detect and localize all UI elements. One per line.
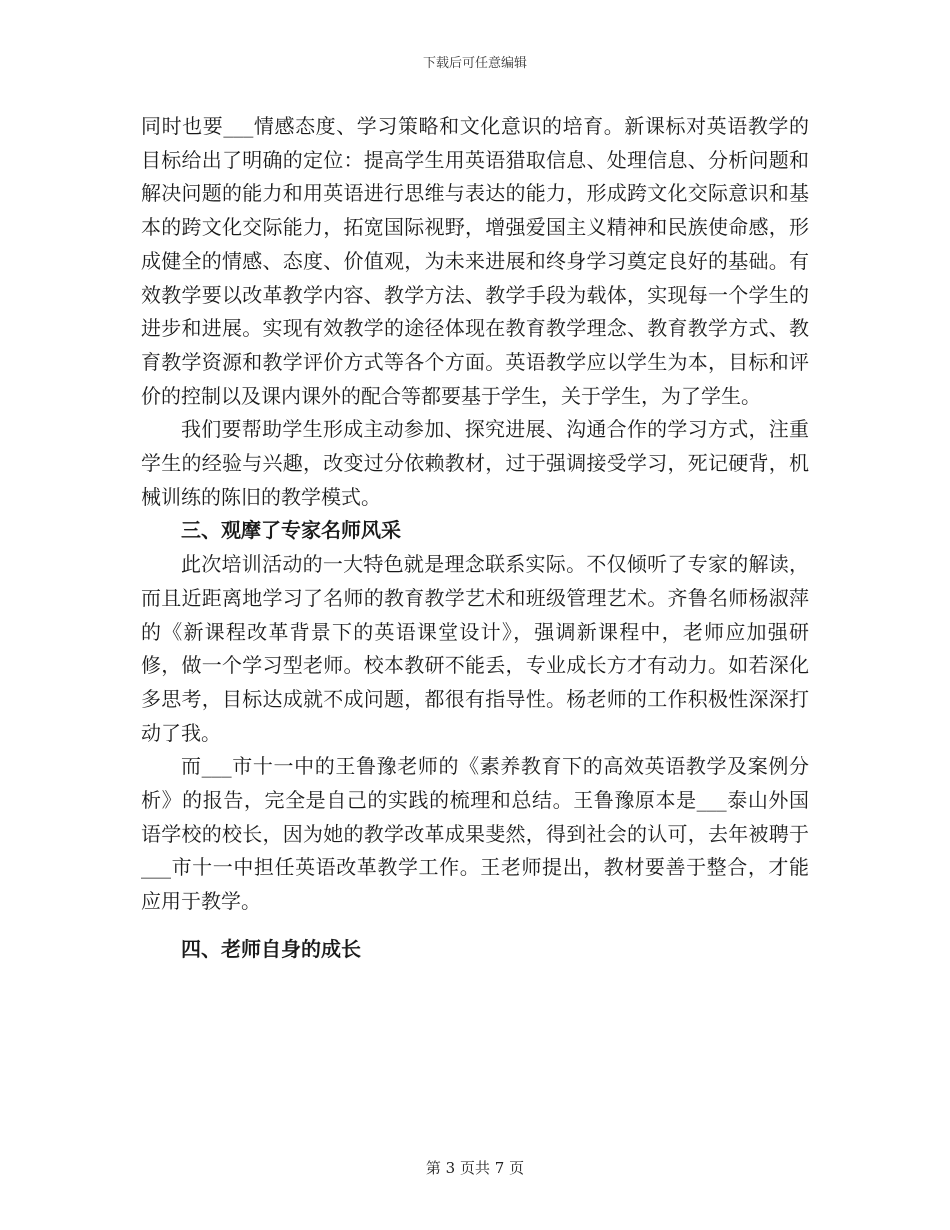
paragraph-expert-training: 此次培训活动的一大特色就是理念联系实际。不仅倾听了专家的解读，而且近距离地学习了名师的教育教学艺术和班级管理艺术。齐鲁名师杨淑萍的《新课程改革背景下的英语课堂设计》，强调新课程中，老师应加强研修，做一个学习型老师。校本教研不能丢，专业成长方才有动力。如若深化多思考，目标达成就不成问题，都很有指导性。杨老师的工作积极性深深打动了我。	[141, 552, 809, 745]
document-body	[141, 110, 809, 967]
section-heading-3: 三、观摩了专家名师风采	[181, 518, 401, 543]
page-header: 下载后可任意编辑	[422, 56, 527, 71]
paragraph-wang-luyu: 而___市十一中的王鲁豫老师的《素养教育下的高效英语教学及案例分析》的报告，完全是自己的实践的梳理和总结。王鲁豫原本是___泰山外国语学校的校长，因为她的教学改革成果斐然，得到社会的认可，去年被聘于___市十一中担任英语改革教学工作。王老师提出，教材要善于整合，才能应用于教学。	[141, 754, 809, 914]
paragraph-learning-methods: 我们要帮助学生形成主动参加、探究进展、沟通合作的学习方式，注重学生的经验与兴趣，改变过分依赖教材，过于强调接受学习，死记硬背，机械训练的陈旧的教学模式。	[141, 417, 809, 509]
page-footer: 第 3 页共 7 页	[425, 1159, 525, 1177]
paragraph-continuation: 同时也要___情感态度、学习策略和文化意识的培育。新课标对英语教学的目标给出了明确的定位：提高学生用英语猎取信息、处理信息、分析问题和解决问题的能力和用英语进行思维与表达的能力，形成跨文化交际意识和基本的跨文化交际能力，拓宽国际视野，增强爱国主义精神和民族使命感，形成健全的情感、态度、价值观，为未来进展和终身学习奠定良好的基础。有效教学要以改革教学内容、教学方法、教学手段为载体，实现每一个学生的进步和进展。实现有效教学的途径体现在教育教学理念、教育教学方式、教育教学资源和教学评价方式等各个方面。英语教学应以学生为本，目标和评价的控制以及课内课外的配合等都要基于学生，关于学生，为了学生。	[141, 114, 809, 408]
section-heading-4: 四、老师自身的成长	[181, 936, 361, 961]
